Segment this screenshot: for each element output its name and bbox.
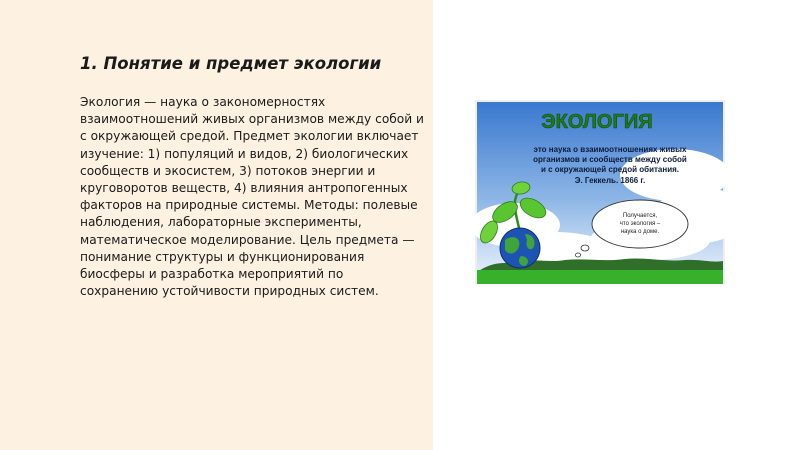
cloud-line: Получается,: [622, 213, 658, 219]
cloud-line: что экология –: [619, 221, 661, 227]
cloud-line: наука о доме.: [620, 229, 660, 235]
poster-heading: ЭКОЛОГИЯ: [541, 111, 653, 133]
slide-title: 1. Понятие и предмет экологии: [80, 54, 382, 73]
definition-line: организмов и сообществ между собой: [533, 155, 687, 164]
definition-attribution: Э. Геккель. 1866 г.: [574, 176, 646, 185]
definition-line: и с окружающей средой обитания.: [540, 165, 680, 174]
definition-line: это наука о взаимоотношениях живых: [533, 145, 687, 154]
slide-body: Экология — наука о закономерностях взаимоотношений живых организмов между собой и с окружающей средой. Предмет экологии включает изучение: 1) популяций и видов, 2) биологических сообществ и экосистем, 3) потоков энергии и круговоротов веществ, 4) влияния антропогенных факторов на природные системы. Методы: полевые наблюдения, лабораторные эксперименты, математическое моделирование. Цель предмета — понимание структуры и функционирования биосферы и разработка мероприятий по сохранению устойчивости природных систем.: [80, 95, 424, 299]
ecology-picture: [475, 100, 725, 284]
